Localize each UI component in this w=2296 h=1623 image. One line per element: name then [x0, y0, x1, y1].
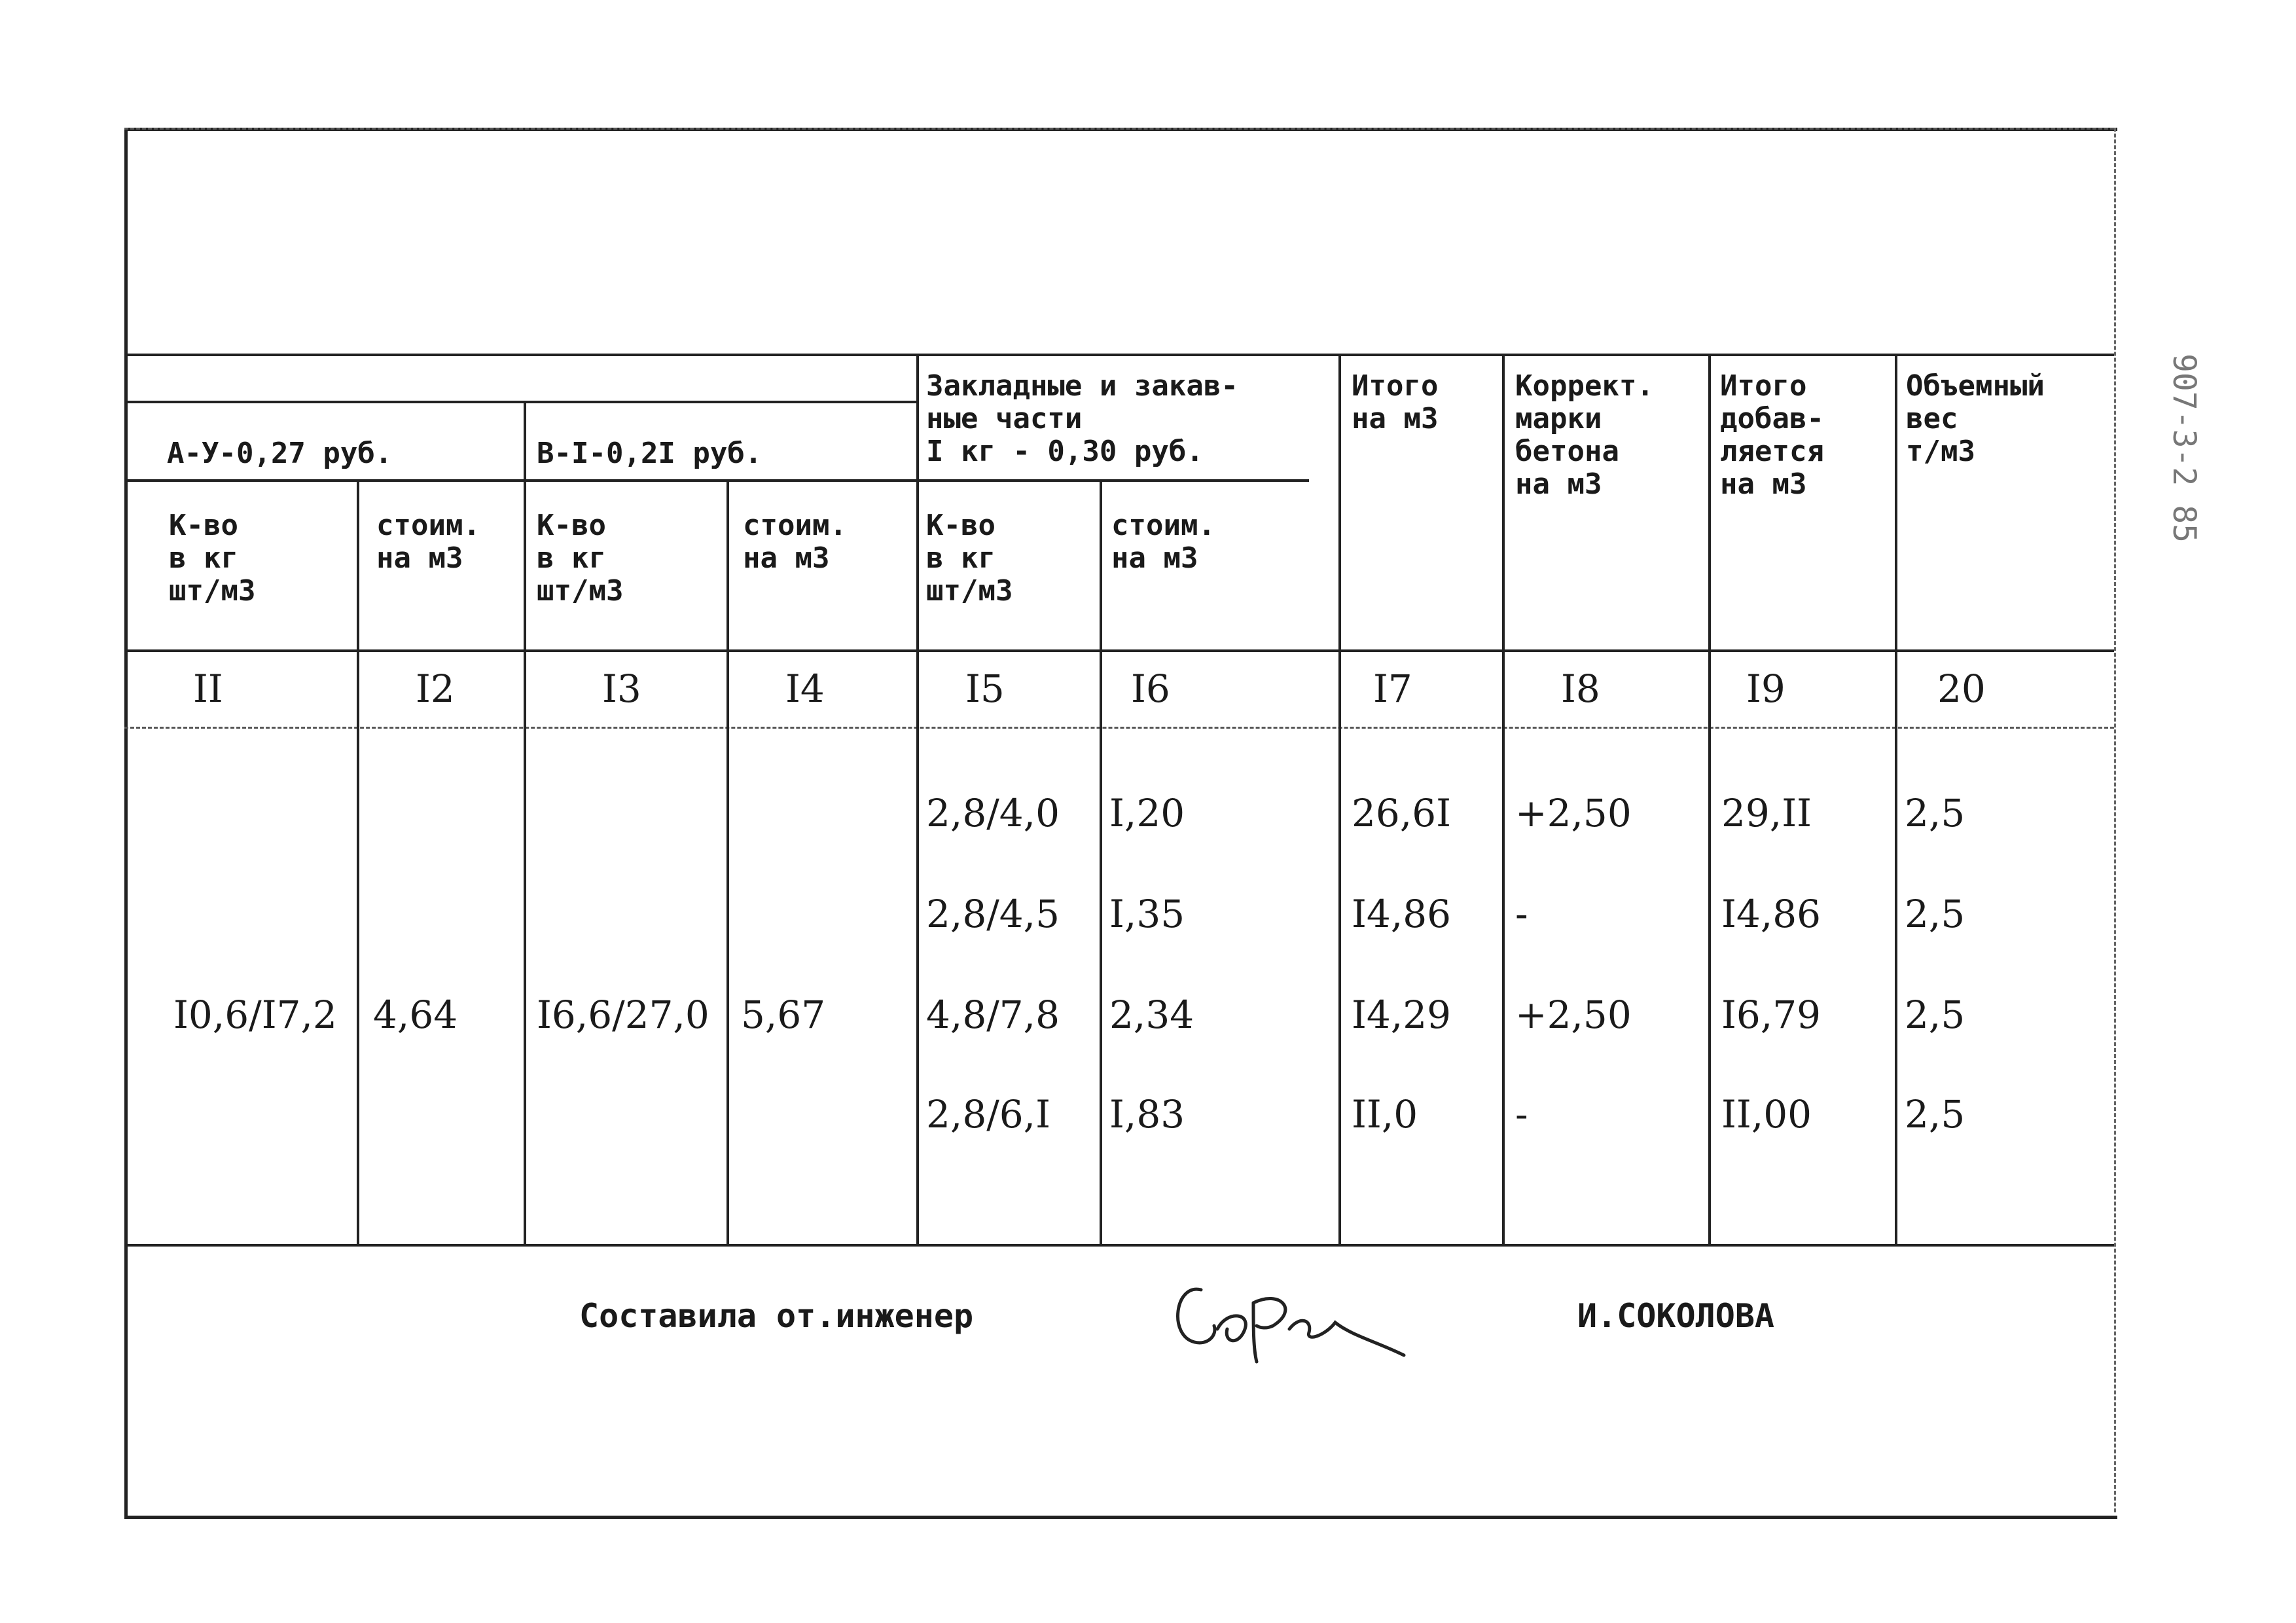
header-volume-weight: Объемный вес т/м3: [1906, 369, 2045, 468]
table-row-3-col19: I6,79: [1721, 993, 1821, 1037]
col-divider-12-13: [524, 401, 526, 1244]
col-divider-17-18: [1502, 354, 1505, 1244]
table-row-2-col15: 2,8/4,5: [926, 892, 1060, 936]
number-row-bottom-rule: [124, 727, 2114, 729]
column-number-18: I8: [1561, 666, 1600, 711]
table-row-1-col18: +2,50: [1515, 791, 1632, 835]
group-header-rule: [124, 401, 916, 403]
table-row-1-col15: 2,8/4,0: [926, 791, 1060, 835]
subheader-cost-b: стоим. на м3: [743, 509, 847, 575]
column-number-12: I2: [416, 666, 455, 711]
column-number-17: I7: [1373, 666, 1412, 711]
table-row-4-col16: I,83: [1109, 1092, 1185, 1137]
header-top-rule: [124, 354, 2114, 356]
header-total-added: Итого добав- ляется на м3: [1720, 369, 1824, 501]
cell-col13-merged: I6,6/27,0: [537, 993, 709, 1037]
subheader-rule-ab: [124, 479, 916, 482]
col-divider-14-15: [916, 354, 919, 1244]
margin-code: 907-3-2 85: [2166, 354, 2202, 543]
top-dashed-border: [124, 128, 2114, 130]
table-row-1-col16: I,20: [1109, 791, 1185, 835]
table-row-2-col20: 2,5: [1905, 892, 1965, 936]
subheader-rule-c: [916, 479, 1309, 482]
column-number-15: I5: [965, 666, 1005, 711]
footer-name: И.СОКОЛОВА: [1577, 1297, 1775, 1335]
subheader-cost-c: стоим. на м3: [1111, 509, 1215, 575]
cell-col11-merged: I0,6/I7,2: [173, 993, 337, 1037]
subheader-cost-a: стоим. на м3: [376, 509, 480, 575]
table-row-3-col20: 2,5: [1905, 993, 1965, 1037]
table-row-3-col18: +2,50: [1515, 993, 1632, 1037]
table-row-4-col20: 2,5: [1905, 1092, 1965, 1137]
footer-compiled-by: Составила от.инженер: [579, 1297, 974, 1335]
cell-col12-merged: 4,64: [373, 993, 458, 1037]
col-divider-18-19: [1708, 354, 1711, 1244]
cell-col14-merged: 5,67: [741, 993, 826, 1037]
header-correction: Коррект. марки бетона на м3: [1515, 369, 1654, 501]
group-header-b: В-I-0,2I руб.: [537, 437, 762, 470]
table-row-2-col18: -: [1515, 892, 1528, 936]
column-number-19: I9: [1746, 666, 1785, 711]
column-number-13: I3: [602, 666, 641, 711]
table-row-2-col19: I4,86: [1721, 892, 1821, 936]
table-row-4-col17: II,0: [1352, 1092, 1418, 1137]
group-header-a: А-У-0,27 руб.: [167, 437, 393, 470]
col-divider-19-20: [1895, 354, 1897, 1244]
table-row-4-col18: -: [1515, 1092, 1528, 1137]
table-row-3-col16: 2,34: [1109, 993, 1194, 1037]
table-row-3-col15: 4,8/7,8: [926, 993, 1060, 1037]
column-number-16: I6: [1131, 666, 1170, 711]
subheader-qty-b: К-во в кг шт/м3: [537, 509, 624, 608]
number-row-top-rule: [124, 649, 2114, 652]
column-number-20: 20: [1937, 666, 1986, 711]
subheader-qty-a: К-во в кг шт/м3: [169, 509, 256, 608]
signature-image: [1155, 1264, 1417, 1401]
right-dashed-border: [2114, 128, 2116, 1512]
table-row-2-col16: I,35: [1109, 892, 1185, 936]
body-bottom-rule: [124, 1244, 2114, 1247]
group-header-c: Закладные и закав- ные части I кг - 0,30 руб.: [926, 369, 1238, 468]
table-row-1-col17: 26,6I: [1352, 791, 1452, 835]
table-row-4-col15: 2,8/6,I: [926, 1092, 1051, 1137]
table-row-4-col19: II,00: [1721, 1092, 1812, 1137]
column-number-14: I4: [785, 666, 825, 711]
table-row-1-col20: 2,5: [1905, 791, 1965, 835]
col-divider-13-14: [726, 479, 729, 1244]
col-divider-16-17: [1338, 354, 1341, 1244]
table-row-2-col17: I4,86: [1352, 892, 1452, 936]
col-divider-11-12: [357, 479, 359, 1244]
header-total-m3: Итого на м3: [1352, 369, 1439, 435]
table-row-1-col19: 29,II: [1721, 791, 1812, 835]
col-divider-15-16: [1100, 479, 1102, 1244]
column-number-11: II: [193, 666, 223, 711]
table-row-3-col17: I4,29: [1352, 993, 1452, 1037]
subheader-qty-c: К-во в кг шт/м3: [926, 509, 1013, 608]
